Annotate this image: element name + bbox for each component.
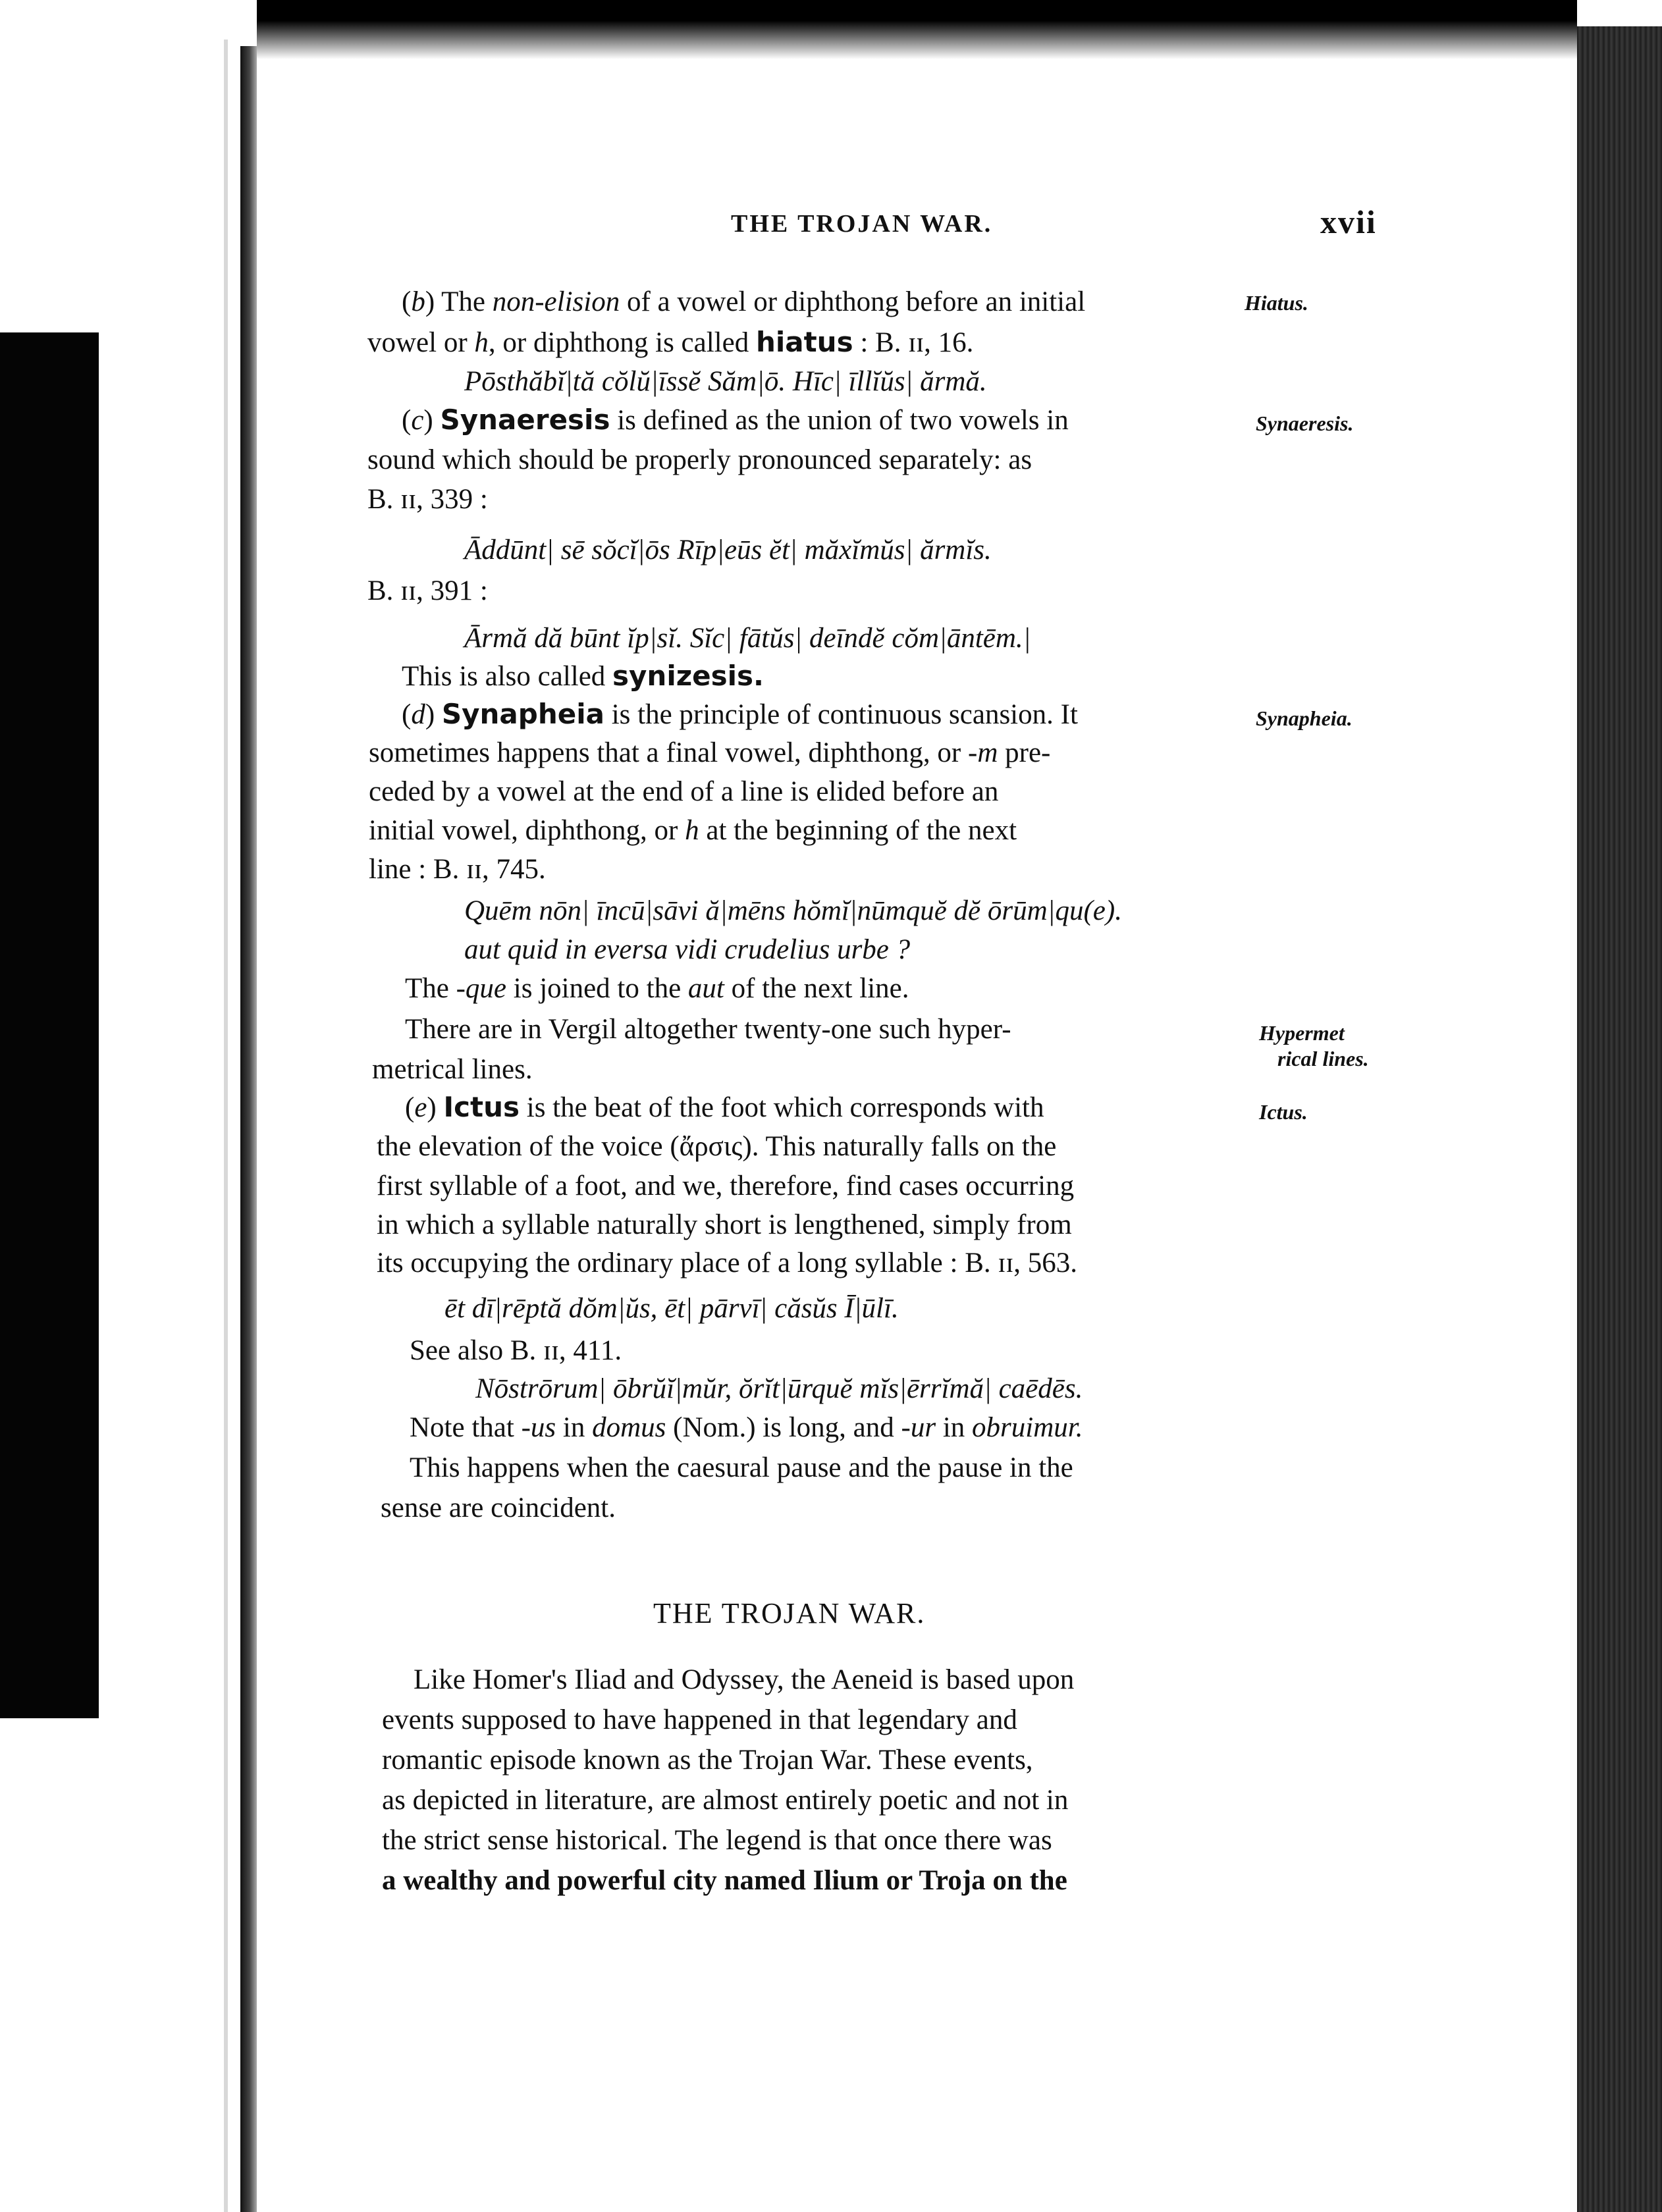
- text-line: This happens when the caesural pause and the pause in the: [410, 1452, 1073, 1483]
- text-line: sense are coincident.: [381, 1492, 616, 1523]
- page-number: xvii: [1320, 203, 1377, 240]
- text-line: The -que is joined to the aut of the next line.: [405, 973, 909, 1004]
- text-line: There are in Vergil altogether twenty-one such hyper-: [405, 1014, 1011, 1045]
- top-scan-shadow: [257, 0, 1577, 59]
- page-edges: [1577, 26, 1662, 2212]
- margin-note-synaeresis: Synaeresis.: [1256, 411, 1354, 435]
- text-line: line : B. ɪɪ, 745.: [369, 854, 546, 885]
- paragraph-line: events supposed to have happened in that legendary and: [382, 1704, 1017, 1735]
- text-line: the elevation of the voice (ἄρσις). This naturally falls on the: [377, 1131, 1057, 1162]
- paragraph-line: the strict sense historical. The legend is that once there was: [382, 1825, 1052, 1856]
- paragraph-line: romantic episode known as the Trojan War. These events,: [382, 1745, 1033, 1776]
- paragraph-line: Like Homer's Iliad and Odyssey, the Aeneid is based upon: [414, 1664, 1075, 1695]
- text-line: Note that -us in domus (Nom.) is long, and -ur in obruimur.: [410, 1412, 1083, 1443]
- text-line: B. ɪɪ, 391 :: [367, 575, 488, 606]
- margin-note-synapheia: Synapheia.: [1256, 706, 1353, 730]
- paragraph-line: a wealthy and powerful city named Ilium or Troja on the: [382, 1865, 1067, 1896]
- verse-line: Quēm nōn| īncū|sāvi ă|mēns hŏmĭ|nūmquĕ dĕ ōrūm|qu(e).: [464, 895, 1122, 926]
- margin-note-hypermetrical-cont: rical lines.: [1277, 1047, 1369, 1070]
- verse-line: Nōstrōrum| ōbrŭĭ|mŭr, ŏrĭt|ūrquĕ mĭs|ērrĭmă| caēdēs.: [475, 1373, 1083, 1404]
- text-line: initial vowel, diphthong, or h at the beginning of the next: [369, 815, 1017, 846]
- verse-line: aut quid in eversa vidi crudelius urbe ?: [464, 934, 911, 965]
- text-line: ceded by a vowel at the end of a line is elided before an: [369, 776, 999, 807]
- text-line: (c) Synaeresis is defined as the union of two vowels in: [402, 404, 1069, 436]
- scan-dark-region: [0, 332, 99, 1718]
- text-line: (e) Ictus is the beat of the foot which corresponds with: [405, 1091, 1044, 1123]
- text-line: first syllable of a foot, and we, therefore, find cases occurring: [377, 1171, 1075, 1201]
- book-spine: [240, 46, 257, 2212]
- text-line: See also B. ɪɪ, 411.: [410, 1335, 622, 1366]
- verse-line: Ārmă dă būnt ĭp|sĭ. Sĭc| fātŭs| deīndĕ cŏm|āntēm.|: [464, 623, 1031, 654]
- text-line: (b) The non-elision of a vowel or diphthong before an initial: [402, 286, 1086, 317]
- text-line: This is also called synizesis.: [402, 660, 764, 692]
- text-line: sound which should be properly pronounced separately: as: [367, 444, 1032, 475]
- margin-note-hiatus: Hiatus.: [1245, 291, 1308, 315]
- text-line: metrical lines.: [372, 1054, 533, 1085]
- text-line: in which a syllable naturally short is lengthened, simply from: [377, 1209, 1072, 1240]
- paragraph-line: as depicted in literature, are almost entirely poetic and not in: [382, 1785, 1069, 1816]
- margin-note-hypermetrical: Hypermet: [1259, 1021, 1345, 1045]
- section-heading: THE TROJAN WAR.: [653, 1597, 926, 1629]
- verse-line: ēt dī|rēptă dŏm|ŭs, ēt| pārvī| căsŭs Ī|ūlī.: [444, 1293, 899, 1324]
- running-header: THE TROJAN WAR.: [731, 210, 993, 238]
- text-line: B. ɪɪ, 339 :: [367, 484, 488, 515]
- text-line: its occupying the ordinary place of a long syllable : B. ɪɪ, 563.: [377, 1248, 1078, 1278]
- text-line: sometimes happens that a final vowel, diphthong, or -m pre-: [369, 737, 1051, 768]
- verse-line: Pōsthăbĭ|tă cŏlŭ|īssĕ Săm|ō. Hīc| īllĭŭs| ărmă.: [464, 366, 987, 397]
- text-line: (d) Synapheia is the principle of continuous scansion. It: [402, 698, 1078, 730]
- verse-line: Āddūnt| sē sŏcĭ|ōs Rīp|eūs ĕt| măxĭmŭs| ărmĭs.: [464, 535, 992, 566]
- margin-note-ictus: Ictus.: [1259, 1100, 1308, 1124]
- text-line: vowel or h, or diphthong is called hiatus : B. ɪɪ, 16.: [367, 326, 974, 358]
